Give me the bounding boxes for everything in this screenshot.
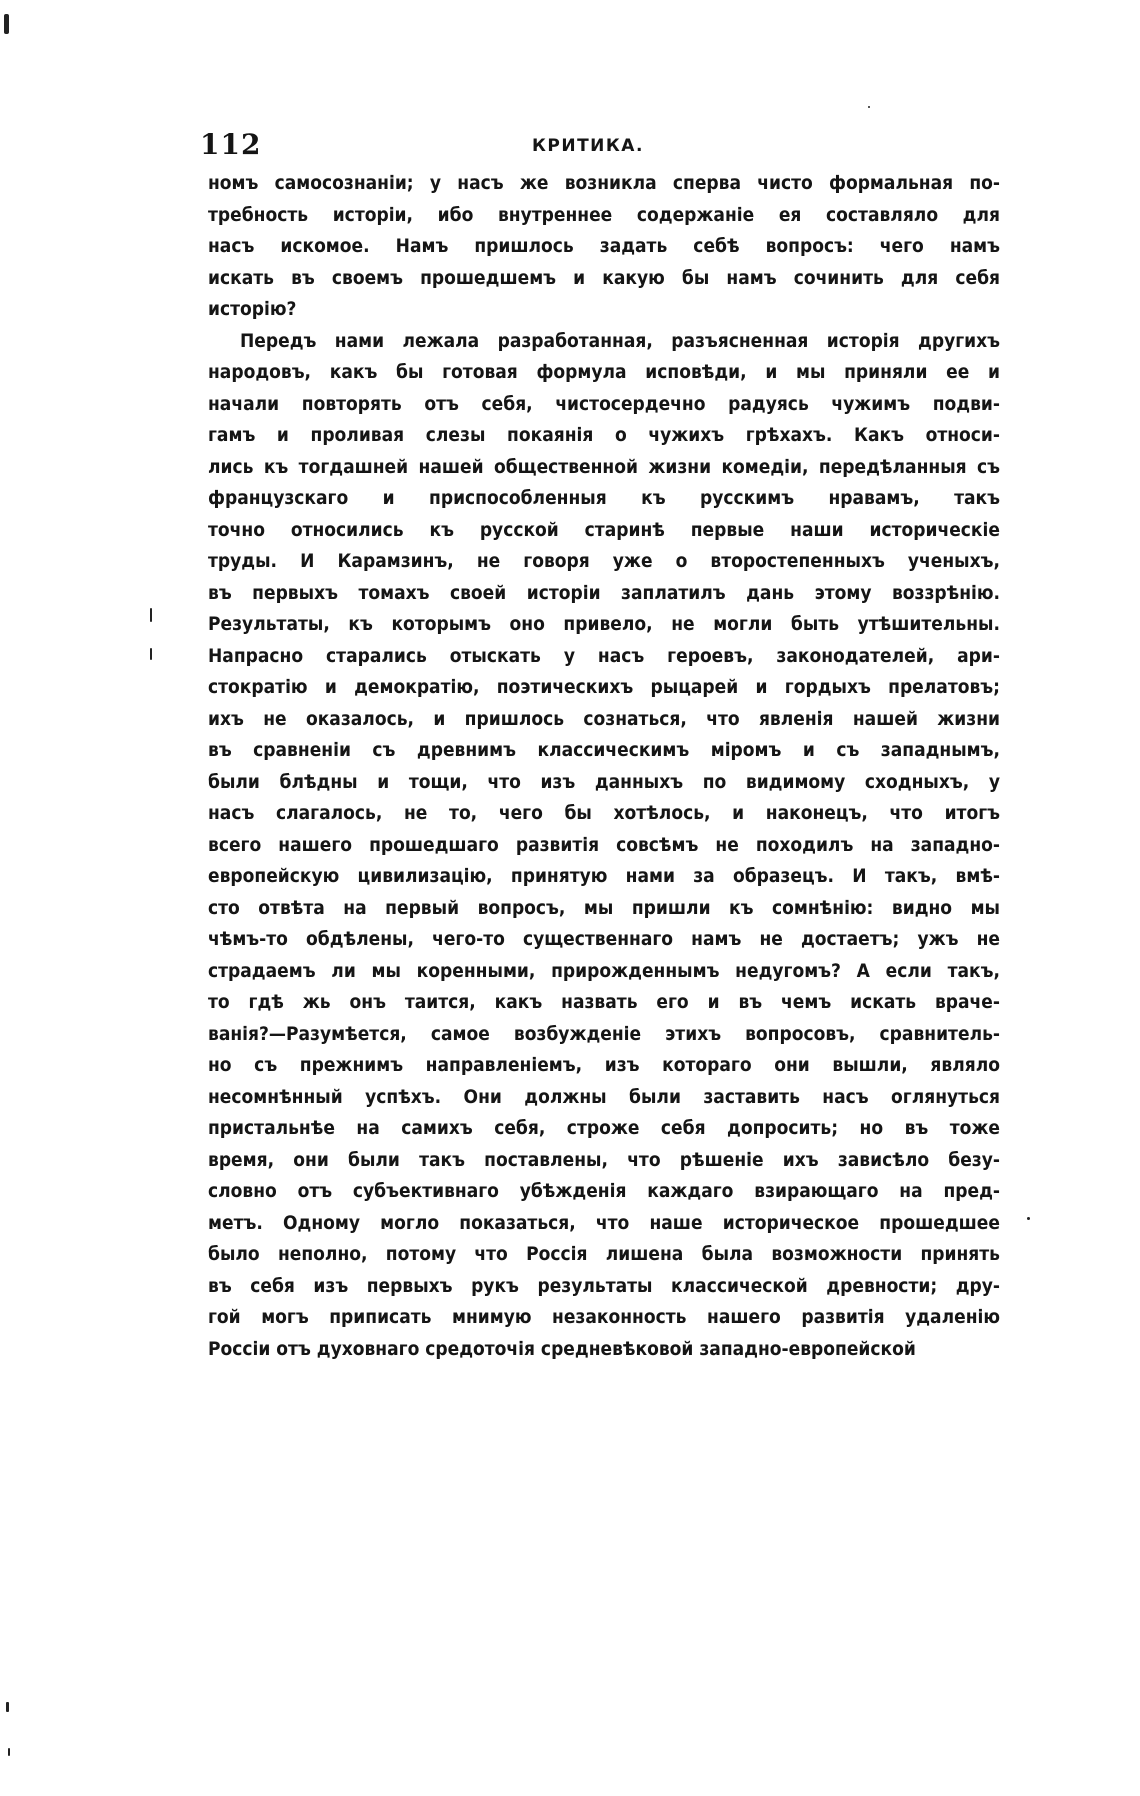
- text-line: европейскую цивилизацію, принятую нами за образецъ. И такъ, вмѣ-: [208, 865, 1000, 887]
- text-line: но съ прежнимъ направленіемъ, изъ котораго они вышли, являло: [208, 1054, 1000, 1076]
- text-line: исторію?: [208, 298, 297, 320]
- scan-speck: [8, 1748, 10, 1756]
- text-line: въ сравненіи съ древнимъ классическимъ міромъ и съ западнымъ,: [208, 739, 1000, 761]
- text-line: насъ искомое. Намъ пришлось задать себѣ вопросъ: чего намъ: [208, 235, 1000, 257]
- text-line: французскаго и приспособленныя къ русскимъ нравамъ, такъ: [208, 487, 1000, 509]
- text-line: несомнѣнный успѣхъ. Они должны были заставить насъ оглянуться: [208, 1085, 1000, 1108]
- text-line: ихъ не оказалось, и пришлось сознаться, что явленія нашей жизни: [208, 707, 1000, 730]
- scan-speck: [6, 1702, 9, 1712]
- text-line: Россіи отъ духовнаго средоточія средневѣковой западно-европейской: [208, 1337, 916, 1360]
- text-line: въ первыхъ томахъ своей исторіи заплатилъ дань этому воззрѣнію.: [208, 581, 1000, 604]
- text-line: стократію и демократію, поэтическихъ рыцарей и гордыхъ прелатовъ;: [208, 676, 1000, 698]
- text-line: было неполно, потому что Россія лишена была возможности принять: [208, 1243, 1000, 1265]
- text-line: словно отъ субъективнаго убѣжденія каждаго взирающаго на пред-: [208, 1180, 1000, 1202]
- running-head: [200, 128, 1000, 168]
- text-line: Передъ нами лежала разработанная, разъясненная исторія другихъ: [240, 329, 1000, 352]
- text-line: сто отвѣта на первый вопросъ, мы пришли къ сомнѣнію: видно мы: [208, 896, 1000, 919]
- text-line: всего нашего прошедшаго развитія совсѣмъ не походилъ на западно-: [208, 833, 1000, 856]
- text-line: чѣмъ-то обдѣлены, чего-то существеннаго намъ не достаетъ; ужъ не: [208, 928, 1000, 950]
- scan-speck: [4, 14, 9, 34]
- text-line: ванія?—Разумѣется, самое возбужденіе этихъ вопросовъ, сравнитель-: [208, 1022, 1000, 1045]
- text-line: гой могъ приписать мнимую незаконность нашего развитія удаленію: [208, 1306, 1000, 1328]
- paragraph: [208, 168, 1000, 326]
- text-line: метъ. Одному могло показаться, что наше историческое прошедшее: [208, 1211, 1000, 1234]
- text-line: въ себя изъ первыхъ рукъ результаты классической древности; дру-: [208, 1274, 1000, 1297]
- text-line: страдаемъ ли мы коренными, прирожденнымъ недугомъ? А если такъ,: [208, 959, 1000, 982]
- text-line: пристальнѣе на самихъ себя, строже себя допросить; но въ тоже: [208, 1117, 1000, 1139]
- page-number: 112: [200, 128, 262, 161]
- text-line: лись къ тогдашней нашей общественной жизни комедіи, передѣланныя съ: [208, 455, 1000, 478]
- text-line: требность исторіи, ибо внутреннее содержаніе ея составляло для: [208, 203, 1000, 226]
- text-line: точно относились къ русской старинѣ первые наши историческіе: [208, 518, 1000, 541]
- paragraph: [208, 326, 1000, 1366]
- section-title: КРИТИКА.: [532, 136, 644, 156]
- text-line: гамъ и проливая слезы покаянія о чужихъ грѣхахъ. Какъ относи-: [208, 424, 1000, 446]
- text-line: труды. И Карамзинъ, не говоря уже о второстепенныхъ ученыхъ,: [208, 550, 1000, 572]
- text-line: искать въ своемъ прошедшемъ и какую бы намъ сочинить для себя: [208, 266, 1000, 289]
- text-line: Напрасно старались отыскать у насъ героевъ, законодателей, ари-: [208, 644, 1000, 667]
- text-line: номъ самосознаніи; у насъ же возникла сперва чисто формальная по-: [208, 172, 1000, 194]
- text-line: то гдѣ жь онъ таится, какъ назвать его и въ чемъ искать враче-: [208, 991, 1000, 1013]
- text-line: насъ слагалось, не то, чего бы хотѣлось, и наконецъ, что итогъ: [208, 802, 1000, 824]
- scan-speck: [868, 106, 870, 108]
- scan-speck: [150, 608, 152, 622]
- text-line: Результаты, къ которымъ оно привело, не могли быть утѣшительны.: [208, 613, 1000, 635]
- body-text: [208, 168, 1000, 1365]
- scan-speck: [1027, 1217, 1030, 1220]
- text-line: время, они были такъ поставлены, что рѣшеніе ихъ зависѣло безу-: [208, 1148, 1000, 1171]
- text-line: народовъ, какъ бы готовая формула исповѣди, и мы приняли ее и: [208, 361, 1000, 383]
- text-line: начали повторять отъ себя, чистосердечно радуясь чужимъ подви-: [208, 392, 1000, 415]
- scan-speck: [150, 648, 152, 660]
- text-line: были блѣдны и тощи, что изъ данныхъ по видимому сходныхъ, у: [208, 770, 1000, 793]
